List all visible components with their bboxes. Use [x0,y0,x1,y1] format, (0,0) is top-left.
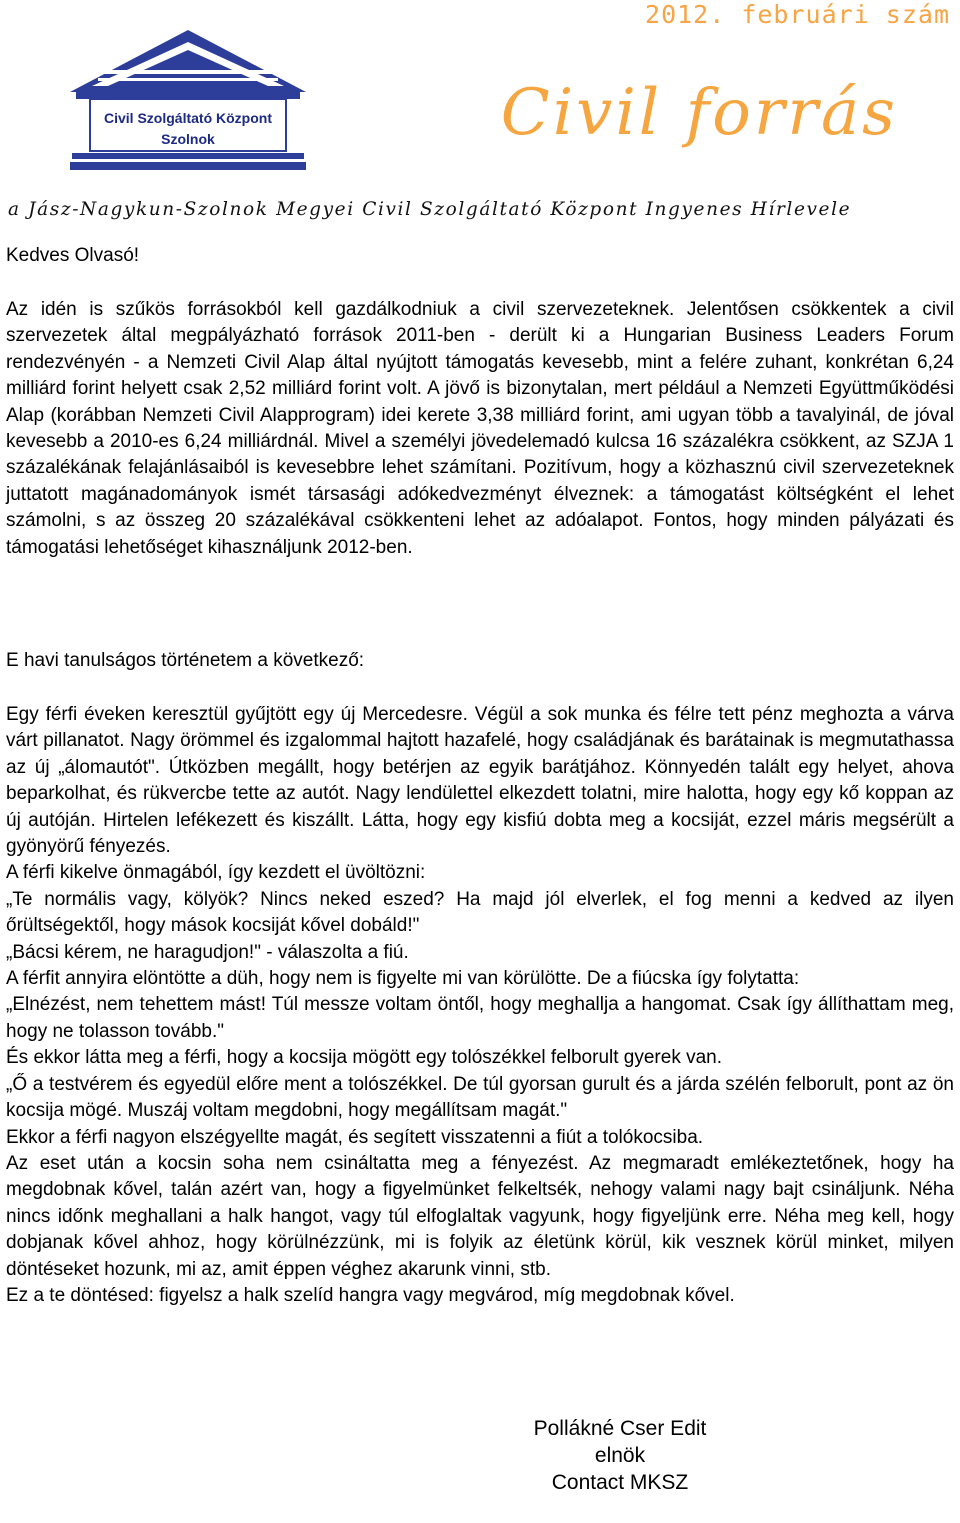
story-heading: E havi tanulságos történetem a következő: [6,650,365,671]
intro-paragraph: Az idén is szűkös forrásokból kell gazdálkodniuk a civil szervezeteknek. Jelentősen csökkentek a civil szervezetek által megpályázható források 2011-ben - derült ki a Hungarian Business Leaders Forum rendezvényén - a Nemzeti Civil Alap által nyújtott támogatás kevesebb, mint a felére zuhant, konkrétan 6,24 milliárd forint helyett csak 2,52 milliárd forint volt. A jövő is bizonytalan, mert például a Nemzeti Együttműködési Alap (korábban Nemzeti Civil Alapprogram) idei kerete 3,38 milliárd forint, ami ugyan több a tavalyinál, de jóval kevesebb a 2010-es 6,24 milliárdnál. Mivel a személyi jövedelemadó kulcsa 16 százalékra csökkent, az SZJA 1 százalékának felajánlásaiból is kevesebbre lehet számítani. Pozitívum, hogy a közhasznú civil szervezeteknek juttatott magánadományok ismét társasági adókedvezményt élveznek: a támogatást költségként el lehet számolni, s az összeg 20 százalékával csökkenteni lehet az adóalapot. Fontos, hogy minden pályázati és támogatási lehetőséget kihasználjunk 2012-ben. [6,299,954,558]
story-paragraph: Egy férfi éveken keresztül gyűjtött egy új Mercedesre. Végül a sok munka és félre tett pénz meghozta a várva várt pillanatot. Nagy örömmel és izgalommal hajtott hazafelé, hogy családjának és barátainak is megmutathassa az új „álomautót". Útközben megállt, hogy betérjen az egyik barátjához. Könnyedén talált egy helyet, ahova beparkolhat, és rükvercbe tette az autót. Nagy lendülettel elkezdett tolatni, mire halotta, hogy egy kő koppan az új autóján. Hirtelen lefékezett és kiszállt. Látta, hogy egy kisfiú dobta meg a kocsiját, ezzel máris megsérült a gyönyörű fényezés. [6,704,954,858]
newsletter-subtitle: a Jász-Nagykun-Szolnok Megyei Civil Szolgáltató Központ Ingyenes Hírlevele [8,199,852,220]
signature-org: Contact MKSZ [551,1471,689,1494]
story-paragraph: „Te normális vagy, kölyök? Nincs neked eszed? Ha majd jól elverlek, el fog menni a kedved az ilyen őrültségektől, hogy mások kocsiját kővel dobáld!" [6,888,954,937]
signature-role: elnök [594,1444,646,1467]
story-paragraph: „Ő a testvérem és egyedül előre ment a tolószékkel. De túl gyorsan gurult és a járda szélén felborult, pont az ön kocsija mögé. Muszáj voltam megdobni, hogy megállítsam magát." [6,1073,954,1122]
story-paragraph: „Elnézést, nem tehettem mást! Túl messze voltam öntől, hogy meghallja a hangomat. Csak így állíthattam meg, hogy ne tolasson tovább." [6,994,954,1042]
signature [470,1415,770,1496]
story-paragraph: „Bácsi kérem, ne haragudjon!" - válaszolta a fiú. [6,941,409,963]
story-paragraph: És ekkor látta meg a férfi, hogy a kocsija mögött egy tolószékkel felborult gyerek van. [6,1047,723,1069]
story-paragraph: Ekkor a férfi nagyon elszégyellte magát, és segített visszatenni a fiút a tolókocsiba. [6,1126,704,1148]
issue-date: 2012. februári szám [645,0,950,29]
story-paragraph: A férfit annyira elöntötte a düh, hogy nem is figyelte mi van körülötte. De a fiúcska így folytatta: [6,968,800,990]
story-paragraph: Az eset után a kocsin soha nem csináltatta meg a fényezést. Az megmaradt emlékeztetőnek, hogy ha megdobnak kővel, talán azért van, hogy a figyelmünket felkeltsék, nehogy valami nagy bajt csináljunk. Néha nincs időnk meghallani a halk hangot, vagy túl elfoglaltak vagyunk, hogy figyeljünk erre. Néha meg kell, hogy dobjanak kővel ahhoz, hogy körülnézzünk, mi is folyik az életünk körül, kik vesznek körül minket, milyen döntéseket hozunk, mi az, amit éppen véghez akarunk vinni, stb. [6,1152,954,1280]
greeting: Kedves Olvasó! [6,245,140,266]
newsletter-title: Civil forrás [500,76,898,150]
story-paragraph: Ez a te döntésed: figyelsz a halk szelíd hangra vagy megvárod, míg megdobnak kővel. [6,1284,735,1306]
civil-center-logo [68,28,308,176]
logo-line-2: Szolnok [161,131,215,147]
logo-line-1: Civil Szolgáltató Központ [104,110,272,126]
story-paragraph: A férfi kikelve önmagából, így kezdett el üvöltözni: [6,862,426,884]
story [6,702,954,1309]
signature-name: Pollákné Cser Edit [533,1417,707,1440]
